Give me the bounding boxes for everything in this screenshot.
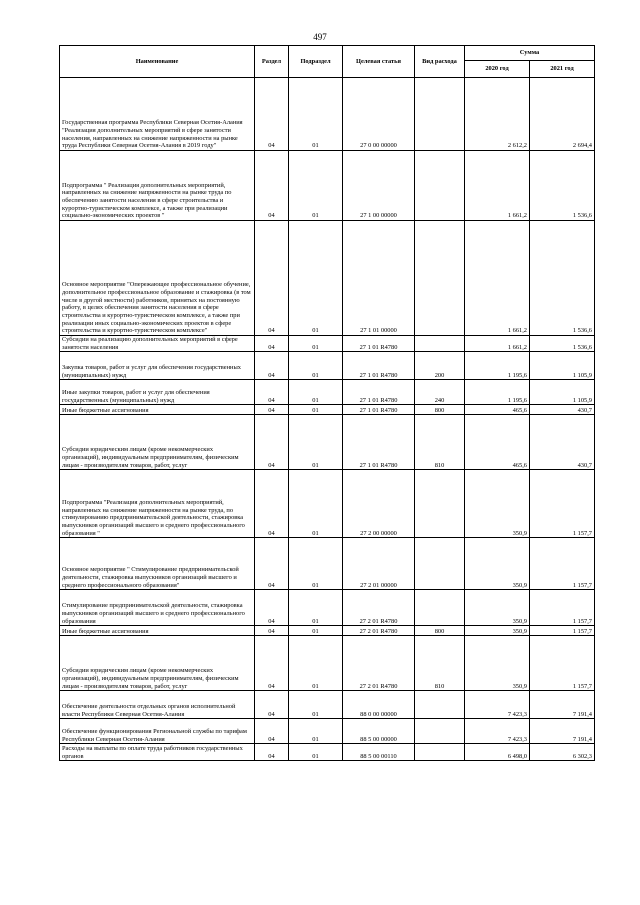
row-2021: 7 191,4: [530, 719, 595, 744]
row-2020: 6 498,0: [465, 744, 530, 761]
row-2021: 1 536,6: [530, 221, 595, 336]
row-name: Субсидии юридическим лицам (кроме некоммерческих организаций), индивидуальным предпринимателям, физическим лицам - производителям товаров, работ, услуг: [60, 415, 255, 470]
row-subsection: 01: [289, 590, 343, 626]
row-2020: 7 423,3: [465, 691, 530, 719]
row-2021: 1 157,7: [530, 538, 595, 590]
row-name: Подпрограмма " Реализация дополнительных мероприятий, направленных на снижение напряженности на рынке труда по обеспечению занятости населения в сфере строительства и курортно-туристическом комплексе, а также при реализации социально-экономических проектов ": [60, 151, 255, 221]
row-2021: 1 105,9: [530, 352, 595, 380]
row-name: Подпрограмма "Реализация дополнительных мероприятий, направленных на снижение напряженности на рынке труда, по стимулированию предпринимательской деятельности, стажировка выпускников организаций высшего и среднего профессионального образования ": [60, 470, 255, 538]
row-target: 88 5 00 00110: [343, 744, 415, 761]
table-row: [60, 626, 595, 636]
row-expense-type: 810: [415, 415, 465, 470]
row-expense-type: 800: [415, 626, 465, 636]
row-2020: 465,6: [465, 405, 530, 415]
row-target: 88 0 00 00000: [343, 691, 415, 719]
row-name: Иные закупки товаров, работ и услуг для обеспечения государственных (муниципальных) нужд: [60, 380, 255, 405]
row-subsection: 01: [289, 405, 343, 415]
header-2021: 2021 год: [530, 61, 595, 78]
row-target: 27 1 01 00000: [343, 221, 415, 336]
row-expense-type: [415, 470, 465, 538]
row-name: Обеспечение деятельности отдельных органов исполнительной власти Республики Северная Осетия-Алания: [60, 691, 255, 719]
row-target: 27 2 01 R4780: [343, 626, 415, 636]
table-row: [60, 221, 595, 336]
table-row: [60, 352, 595, 380]
row-section: 04: [255, 405, 289, 415]
header-target: Целевая статья: [343, 46, 415, 78]
row-subsection: 01: [289, 78, 343, 151]
row-expense-type: [415, 719, 465, 744]
row-2020: 350,9: [465, 636, 530, 691]
table-row: [60, 151, 595, 221]
row-name: Основное мероприятие "Опережающее профессиональное обучение, дополнительное профессиональное образование и стажировка (в том числе в другой местности) работников, принятых на постоянную работу, в целях обеспечения занятости населения в сфере строительства и курортно-туристическом комплексе, а также при реализации иных социально-экономических проектов в сфере строительства и курортно-туристическом комплексе": [60, 221, 255, 336]
row-section: 04: [255, 352, 289, 380]
row-2020: 465,6: [465, 415, 530, 470]
row-subsection: 01: [289, 352, 343, 380]
row-subsection: 01: [289, 380, 343, 405]
row-2020: 1 661,2: [465, 151, 530, 221]
row-section: 04: [255, 415, 289, 470]
row-subsection: 01: [289, 221, 343, 336]
row-section: 04: [255, 691, 289, 719]
row-section: 04: [255, 626, 289, 636]
row-name: Иные бюджетные ассигнования: [60, 626, 255, 636]
row-target: 27 2 01 R4780: [343, 590, 415, 626]
row-2020: 2 612,2: [465, 78, 530, 151]
row-section: 04: [255, 636, 289, 691]
row-section: 04: [255, 719, 289, 744]
row-name: Обеспечение функционирования Региональной службы по тарифам Республики Северная Осетия-Алания: [60, 719, 255, 744]
table-row: [60, 78, 595, 151]
row-2021: 1 105,9: [530, 380, 595, 405]
page-number: 497: [313, 32, 327, 42]
row-name: Стимулирование предпринимательской деятельности, стажировка выпускников организаций высшего и среднего профессионального образования: [60, 590, 255, 626]
row-expense-type: 800: [415, 405, 465, 415]
header-name: Наименование: [60, 46, 255, 78]
header-expense-type: Вид расхода: [415, 46, 465, 78]
row-2021: 1 157,7: [530, 626, 595, 636]
table-row: [60, 691, 595, 719]
row-2020: 350,9: [465, 590, 530, 626]
row-section: 04: [255, 538, 289, 590]
table-row: [60, 415, 595, 470]
table-row: [60, 470, 595, 538]
row-subsection: 01: [289, 719, 343, 744]
row-expense-type: [415, 590, 465, 626]
row-expense-type: [415, 538, 465, 590]
row-2021: 2 694,4: [530, 78, 595, 151]
row-2021: 1 157,7: [530, 636, 595, 691]
row-2020: 7 423,3: [465, 719, 530, 744]
row-subsection: 01: [289, 415, 343, 470]
table-row: [60, 744, 595, 761]
table-row: [60, 590, 595, 626]
table-row: [60, 719, 595, 744]
row-expense-type: [415, 336, 465, 352]
row-target: 27 1 01 R4780: [343, 336, 415, 352]
row-2021: 6 302,3: [530, 744, 595, 761]
row-2020: 350,9: [465, 470, 530, 538]
header-section: Раздел: [255, 46, 289, 78]
header-sum: Сумма: [465, 46, 595, 61]
row-expense-type: 200: [415, 352, 465, 380]
row-subsection: 01: [289, 470, 343, 538]
row-2021: 1 157,7: [530, 470, 595, 538]
row-2021: 1 157,7: [530, 590, 595, 626]
row-2020: 1 661,2: [465, 336, 530, 352]
row-section: 04: [255, 78, 289, 151]
row-target: 27 1 01 R4780: [343, 415, 415, 470]
row-subsection: 01: [289, 626, 343, 636]
row-expense-type: [415, 744, 465, 761]
row-2021: 1 536,6: [530, 151, 595, 221]
row-name: Иные бюджетные ассигнования: [60, 405, 255, 415]
row-expense-type: [415, 151, 465, 221]
row-name: Субсидии юридическим лицам (кроме некоммерческих организаций), индивидуальным предпринимателям, физическим лицам - производителям товаров, работ, услуг: [60, 636, 255, 691]
row-2021: 1 536,6: [530, 336, 595, 352]
row-2020: 1 661,2: [465, 221, 530, 336]
row-section: 04: [255, 221, 289, 336]
row-section: 04: [255, 151, 289, 221]
row-2021: 430,7: [530, 415, 595, 470]
row-expense-type: [415, 221, 465, 336]
row-subsection: 01: [289, 336, 343, 352]
row-section: 04: [255, 336, 289, 352]
row-subsection: 01: [289, 151, 343, 221]
row-target: 27 0 00 00000: [343, 78, 415, 151]
row-subsection: 01: [289, 691, 343, 719]
row-subsection: 01: [289, 744, 343, 761]
row-2020: 1 195,6: [465, 352, 530, 380]
row-2020: 350,9: [465, 626, 530, 636]
row-name: Закупка товаров, работ и услуг для обеспечения государственных (муниципальных) нужд: [60, 352, 255, 380]
table-row: [60, 405, 595, 415]
budget-table: [59, 45, 595, 761]
header-2020: 2020 год: [465, 61, 530, 78]
table-row: [60, 380, 595, 405]
row-target: 27 1 01 R4780: [343, 352, 415, 380]
row-2020: 1 195,6: [465, 380, 530, 405]
row-subsection: 01: [289, 636, 343, 691]
row-2020: 350,9: [465, 538, 530, 590]
row-expense-type: [415, 691, 465, 719]
row-target: 27 1 01 R4780: [343, 405, 415, 415]
table-row: [60, 336, 595, 352]
row-target: 27 2 00 00000: [343, 470, 415, 538]
row-target: 27 1 00 00000: [343, 151, 415, 221]
row-section: 04: [255, 380, 289, 405]
row-name: Расходы на выплаты по оплате труда работников государственных органов: [60, 744, 255, 761]
table-row: [60, 636, 595, 691]
table-row: [60, 538, 595, 590]
row-section: 04: [255, 470, 289, 538]
row-subsection: 01: [289, 538, 343, 590]
header-subsection: Подраздел: [289, 46, 343, 78]
row-expense-type: [415, 78, 465, 151]
row-target: 27 2 01 R4780: [343, 636, 415, 691]
row-section: 04: [255, 590, 289, 626]
row-expense-type: 810: [415, 636, 465, 691]
row-name: Государственная программа Республики Северная Осетия-Алания "Реализация дополнительных мероприятий в сфере занятости населения, направленных на снижение напряженности на рынке труда Республики Северная Осетия-Алания в 2019 году": [60, 78, 255, 151]
row-2021: 7 191,4: [530, 691, 595, 719]
row-2021: 430,7: [530, 405, 595, 415]
row-name: Субсидии на реализацию дополнительных мероприятий в сфере занятости населения: [60, 336, 255, 352]
row-target: 27 2 01 00000: [343, 538, 415, 590]
row-section: 04: [255, 744, 289, 761]
row-name: Основное мероприятие " Стимулирование предпринимательской деятельности, стажировка выпускников организаций высшего и среднего профессионального образования": [60, 538, 255, 590]
row-target: 27 1 01 R4780: [343, 380, 415, 405]
row-target: 88 5 00 00000: [343, 719, 415, 744]
row-expense-type: 240: [415, 380, 465, 405]
